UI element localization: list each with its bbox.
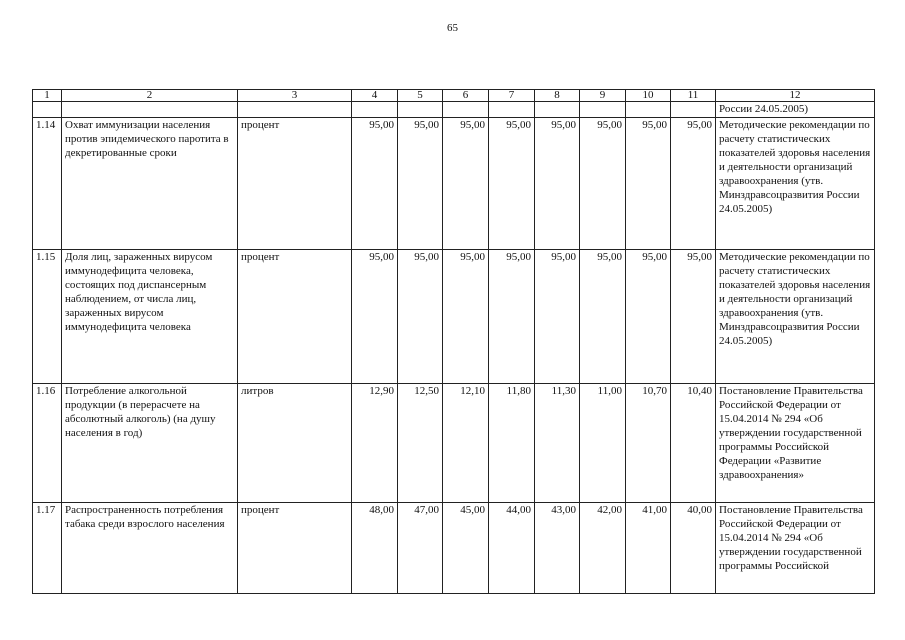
column-header: 4 (352, 90, 398, 102)
row-indicator: Распространенность потребления табака среди взрослого населения (62, 503, 238, 594)
table-row (33, 250, 875, 384)
row-value: 11,30 (535, 384, 580, 503)
header-row (33, 90, 875, 102)
indicators-table (32, 89, 875, 594)
row-value: 40,00 (671, 503, 716, 594)
row-source: Методические рекомендации по расчету статистических показателей здоровья населения и деятельности организаций здравоохранения (утв. Минздравсоцразвития России 24.05.2005) (716, 250, 875, 384)
row-unit: процент (238, 250, 352, 384)
column-header: 9 (580, 90, 626, 102)
row-value: 95,00 (443, 118, 489, 250)
row-indicator: Доля лиц, зараженных вирусом иммунодефицита человека, состоящих под диспансерным наблюдением, от числа лиц, зараженных вирусом иммунодефицита человека (62, 250, 238, 384)
column-header: 3 (238, 90, 352, 102)
continuation-source: России 24.05.2005) (716, 102, 875, 118)
row-source: Методические рекомендации по расчету статистических показателей здоровья населения и деятельности организаций здравоохранения (утв. Минздравсоцразвития России 24.05.2005) (716, 118, 875, 250)
table-row (33, 384, 875, 503)
row-value: 10,70 (626, 384, 671, 503)
table-row (33, 503, 875, 594)
column-header: 1 (33, 90, 62, 102)
column-header: 11 (671, 90, 716, 102)
column-header: 6 (443, 90, 489, 102)
row-value: 95,00 (443, 250, 489, 384)
row-value: 95,00 (580, 118, 626, 250)
row-code: 1.15 (33, 250, 62, 384)
row-source: Постановление Правительства Российской Федерации от 15.04.2014 № 294 «Об утверждении государственной программы Российской Федерации «Развитие здравоохранения» (716, 384, 875, 503)
row-value: 95,00 (489, 250, 535, 384)
continuation-row (33, 102, 875, 118)
row-value: 95,00 (352, 118, 398, 250)
row-value: 10,40 (671, 384, 716, 503)
row-value: 95,00 (580, 250, 626, 384)
row-value: 48,00 (352, 503, 398, 594)
column-header: 2 (62, 90, 238, 102)
row-value: 44,00 (489, 503, 535, 594)
row-value: 95,00 (671, 118, 716, 250)
row-value: 95,00 (626, 250, 671, 384)
column-header: 8 (535, 90, 580, 102)
row-value: 95,00 (535, 250, 580, 384)
row-value: 41,00 (626, 503, 671, 594)
row-code: 1.17 (33, 503, 62, 594)
row-value: 95,00 (489, 118, 535, 250)
row-unit: процент (238, 118, 352, 250)
row-code: 1.14 (33, 118, 62, 250)
row-value: 45,00 (443, 503, 489, 594)
column-header: 7 (489, 90, 535, 102)
row-value: 11,00 (580, 384, 626, 503)
row-value: 95,00 (398, 118, 443, 250)
row-indicator: Охват иммунизации населения против эпидемического паротита в декретированные сроки (62, 118, 238, 250)
column-header: 12 (716, 90, 875, 102)
row-unit: литров (238, 384, 352, 503)
row-value: 11,80 (489, 384, 535, 503)
row-value: 12,50 (398, 384, 443, 503)
row-code: 1.16 (33, 384, 62, 503)
row-value: 12,90 (352, 384, 398, 503)
row-value: 42,00 (580, 503, 626, 594)
page-number: 65 (447, 22, 458, 34)
row-value: 95,00 (398, 250, 443, 384)
table-row (33, 118, 875, 250)
row-value: 12,10 (443, 384, 489, 503)
row-value: 95,00 (626, 118, 671, 250)
column-header: 10 (626, 90, 671, 102)
column-header: 5 (398, 90, 443, 102)
row-value: 95,00 (671, 250, 716, 384)
row-unit: процент (238, 503, 352, 594)
row-value: 47,00 (398, 503, 443, 594)
row-value: 95,00 (352, 250, 398, 384)
row-source: Постановление Правительства Российской Федерации от 15.04.2014 № 294 «Об утверждении государственной программы Российской (716, 503, 875, 594)
row-indicator: Потребление алкогольной продукции (в перерасчете на абсолютный алкоголь) (на душу населения в год) (62, 384, 238, 503)
row-value: 43,00 (535, 503, 580, 594)
row-value: 95,00 (535, 118, 580, 250)
